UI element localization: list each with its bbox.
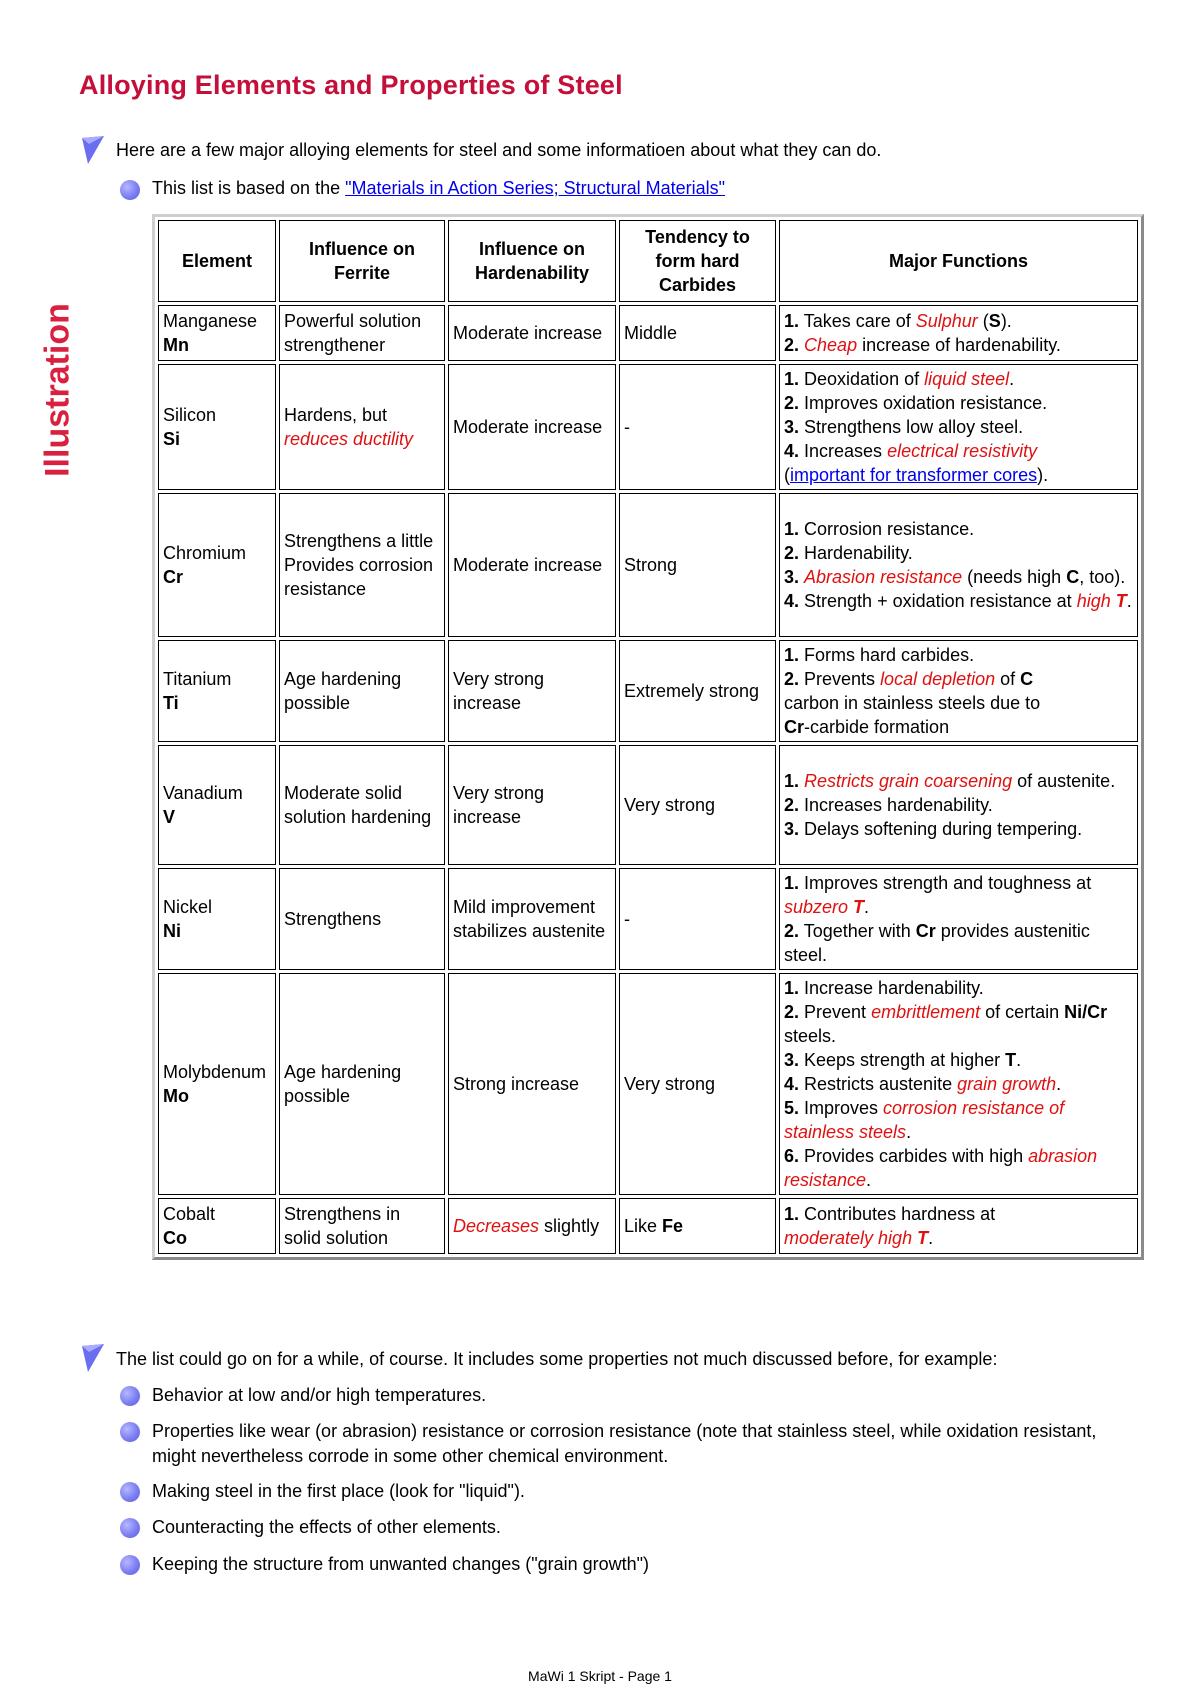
ferrite-cell: Strengthens in solid solution bbox=[279, 1198, 445, 1254]
fn-bold: Ni/Cr bbox=[1064, 1002, 1108, 1022]
fn-text: Prevents bbox=[799, 669, 881, 689]
fn-text: Provides carbides with high bbox=[799, 1146, 1029, 1166]
fn-text: . bbox=[864, 897, 870, 917]
item-number: 6. bbox=[784, 1146, 800, 1166]
fn-emphasis: Cheap bbox=[804, 335, 858, 355]
element-cell bbox=[158, 640, 276, 742]
table-row bbox=[158, 493, 1138, 637]
fn-bold: S bbox=[988, 311, 1001, 331]
functions-cell bbox=[779, 868, 1138, 970]
functions-cell bbox=[779, 745, 1138, 865]
element-symbol: Co bbox=[163, 1228, 187, 1248]
fn-bold: Cr bbox=[784, 717, 805, 737]
list-item: Counteracting the effects of other elements. bbox=[152, 1517, 501, 1537]
ferrite-cell bbox=[279, 364, 445, 490]
fn-emphasis: abrasion resistance bbox=[784, 1146, 1098, 1190]
functions-cell bbox=[779, 493, 1138, 637]
hardenability-cell: Moderate increase bbox=[448, 305, 616, 361]
header-element: Element bbox=[158, 220, 276, 302]
element-cell bbox=[158, 745, 276, 865]
item-number: 4. bbox=[784, 441, 800, 461]
fn-emphasis: T bbox=[1115, 591, 1127, 611]
fn-emphasis: embrittlement bbox=[871, 1002, 981, 1022]
transformer-cores-link[interactable]: important for transformer cores bbox=[790, 465, 1038, 485]
pointer-bullet-icon bbox=[80, 1344, 106, 1374]
element-name: Molybdenum bbox=[163, 1062, 267, 1082]
intro-source-prefix: This list is based on the bbox=[152, 178, 346, 198]
fn-emphasis: electrical resistivity bbox=[887, 441, 1038, 461]
carbides-cell: Strong bbox=[619, 493, 776, 637]
intro-text: Here are a few major alloying elements for steel and some informatioen about what they can do. bbox=[116, 140, 882, 160]
element-symbol: Mn bbox=[163, 335, 189, 355]
fn-text: steels. bbox=[784, 1026, 837, 1046]
fn-bold: Cr bbox=[915, 921, 936, 941]
element-symbol: Ni bbox=[163, 921, 181, 941]
fn-text: . bbox=[928, 1228, 934, 1248]
item-number: 4. bbox=[784, 591, 800, 611]
fn-text: Strength + oxidation resistance at bbox=[799, 591, 1077, 611]
fn-text: of austenite. bbox=[1012, 771, 1116, 791]
fn-text: Restricts austenite bbox=[799, 1074, 958, 1094]
alloying-elements-table bbox=[152, 214, 1144, 1260]
element-name: Titanium bbox=[163, 669, 232, 689]
table-row bbox=[158, 640, 1138, 742]
header-functions: Major Functions bbox=[779, 220, 1138, 302]
page-title: Alloying Elements and Properties of Steel bbox=[79, 70, 623, 100]
fn-text: Improves strength and toughness at bbox=[799, 873, 1092, 893]
element-cell bbox=[158, 1198, 276, 1254]
round-bullet-icon bbox=[120, 1422, 140, 1442]
table-row bbox=[158, 1198, 1138, 1254]
fn-text: Provides corrosion resistance bbox=[284, 555, 434, 599]
fn-text: of certain bbox=[980, 1002, 1065, 1022]
carbides-cell: Very strong bbox=[619, 745, 776, 865]
fn-emphasis: grain growth bbox=[957, 1074, 1057, 1094]
fn-emphasis: Restricts grain coarsening bbox=[804, 771, 1013, 791]
fn-emphasis: liquid steel bbox=[924, 369, 1010, 389]
fn-text: carbon in stainless steels due to bbox=[784, 693, 1041, 713]
fn-text: -carbide formation bbox=[804, 717, 950, 737]
element-cell bbox=[158, 868, 276, 970]
functions-cell bbox=[779, 1198, 1138, 1254]
fn-text: Keeps strength at higher bbox=[799, 1050, 1006, 1070]
fn-emphasis: reduces ductility bbox=[284, 429, 414, 449]
list-item: Behavior at low and/or high temperatures. bbox=[152, 1385, 487, 1405]
table-row bbox=[158, 364, 1138, 490]
outro-text: The list could go on for a while, of course. It includes some properties not much discussed before, for example: bbox=[116, 1349, 998, 1369]
fn-text: Takes care of bbox=[799, 311, 916, 331]
fn-text: provides austenitic steel. bbox=[784, 921, 1090, 965]
hardenability-cell: Very strong increase bbox=[448, 745, 616, 865]
item-number: 2. bbox=[784, 543, 800, 563]
table-row bbox=[158, 305, 1138, 361]
item-number: 1. bbox=[784, 519, 800, 539]
ferrite-cell: Moderate solid solution hardening bbox=[279, 745, 445, 865]
item-number: 1. bbox=[784, 873, 800, 893]
fn-bold: C bbox=[1020, 669, 1034, 689]
round-bullet-icon bbox=[120, 180, 140, 200]
carbides-cell: - bbox=[619, 868, 776, 970]
functions-cell bbox=[779, 640, 1138, 742]
item-number: 1. bbox=[784, 645, 800, 665]
carbides-cell: - bbox=[619, 364, 776, 490]
fn-text: . bbox=[866, 1170, 872, 1190]
fn-text: Increases bbox=[799, 441, 888, 461]
item-number: 2. bbox=[784, 795, 800, 815]
item-number: 2. bbox=[784, 1002, 800, 1022]
fn-text: , too). bbox=[1079, 567, 1126, 587]
fn-bold: T bbox=[1005, 1050, 1017, 1070]
element-name: Vanadium bbox=[163, 783, 243, 803]
item-number: 2. bbox=[784, 921, 800, 941]
table-header-row bbox=[158, 220, 1138, 302]
hardenability-cell: Mild improvement stabilizes austenite bbox=[448, 868, 616, 970]
element-name: Silicon bbox=[163, 405, 217, 425]
item-number: 1. bbox=[784, 311, 800, 331]
fn-bold: C bbox=[1066, 567, 1080, 587]
table-row bbox=[158, 868, 1138, 970]
element-symbol: Ti bbox=[163, 693, 179, 713]
round-bullet-icon bbox=[120, 1555, 140, 1575]
element-cell bbox=[158, 305, 276, 361]
element-cell bbox=[158, 973, 276, 1195]
ferrite-cell bbox=[279, 493, 445, 637]
fn-text: Hardens, but bbox=[284, 405, 388, 425]
element-cell bbox=[158, 364, 276, 490]
element-symbol: Cr bbox=[163, 567, 184, 587]
fn-text: slightly bbox=[539, 1216, 600, 1236]
fn-text: Increases hardenability. bbox=[799, 795, 993, 815]
item-number: 3. bbox=[784, 1050, 800, 1070]
ferrite-cell: Powerful solution strengthener bbox=[279, 305, 445, 361]
fn-text: Hardenability. bbox=[799, 543, 913, 563]
list-item: Making steel in the first place (look for "liquid"). bbox=[152, 1481, 525, 1501]
item-number: 4. bbox=[784, 1074, 800, 1094]
fn-text: ( bbox=[784, 465, 790, 485]
side-label-text: Illustration bbox=[38, 303, 77, 477]
functions-cell bbox=[779, 364, 1138, 490]
fn-text: Strengthens a little bbox=[284, 531, 434, 551]
carbides-cell: Middle bbox=[619, 305, 776, 361]
fn-text: . bbox=[1016, 1050, 1022, 1070]
item-number: 3. bbox=[784, 819, 800, 839]
fn-text: ). bbox=[1037, 465, 1049, 485]
element-symbol: Si bbox=[163, 429, 181, 449]
header-ferrite: Influence on Ferrite bbox=[279, 220, 445, 302]
fn-emphasis: local depletion bbox=[880, 669, 996, 689]
element-name: Manganese bbox=[163, 311, 258, 331]
fn-text: (needs high bbox=[962, 567, 1067, 587]
fn-text: Prevent bbox=[799, 1002, 872, 1022]
item-number: 3. bbox=[784, 567, 800, 587]
element-symbol: Mo bbox=[163, 1086, 189, 1106]
ferrite-cell: Age hardening possible bbox=[279, 640, 445, 742]
item-number: 1. bbox=[784, 978, 800, 998]
functions-cell bbox=[779, 305, 1138, 361]
fn-text: Improves bbox=[799, 1098, 884, 1118]
ferrite-cell: Strengthens bbox=[279, 868, 445, 970]
element-name: Cobalt bbox=[163, 1204, 216, 1224]
fn-emphasis: high bbox=[1076, 591, 1116, 611]
fn-bold: Fe bbox=[662, 1216, 684, 1236]
table-row bbox=[158, 745, 1138, 865]
round-bullet-icon bbox=[120, 1518, 140, 1538]
fn-emphasis: subzero bbox=[784, 897, 854, 917]
fn-text: ( bbox=[977, 311, 989, 331]
pointer-bullet-icon bbox=[80, 136, 106, 166]
item-number: 2. bbox=[784, 335, 800, 355]
fn-emphasis: T bbox=[917, 1228, 929, 1248]
element-name: Chromium bbox=[163, 543, 247, 563]
intro-source bbox=[152, 176, 725, 201]
fn-text: Forms hard carbides. bbox=[799, 645, 975, 665]
functions-cell bbox=[779, 973, 1138, 1195]
fn-text: . bbox=[1009, 369, 1015, 389]
item-number: 3. bbox=[784, 417, 800, 437]
source-link[interactable]: "Materials in Action Series; Structural Materials" bbox=[345, 178, 726, 198]
carbides-cell bbox=[619, 1198, 776, 1254]
fn-text: . bbox=[1056, 1074, 1062, 1094]
fn-text: of bbox=[995, 669, 1021, 689]
hardenability-cell: Moderate increase bbox=[448, 364, 616, 490]
item-number: 1. bbox=[784, 771, 800, 791]
fn-text: Delays softening during tempering. bbox=[799, 819, 1083, 839]
list-item: Properties like wear (or abrasion) resistance or corrosion resistance (note that stainless steel, while oxidation resistant, might nevertheless corrode in some other chemical environment. bbox=[152, 1421, 1097, 1466]
fn-emphasis: Decreases bbox=[453, 1216, 540, 1236]
ferrite-cell: Age hardening possible bbox=[279, 973, 445, 1195]
round-bullet-icon bbox=[120, 1386, 140, 1406]
fn-text: Together with bbox=[799, 921, 916, 941]
fn-emphasis: T bbox=[853, 897, 865, 917]
table-row bbox=[158, 973, 1138, 1195]
hardenability-cell: Strong increase bbox=[448, 973, 616, 1195]
fn-emphasis: Sulphur bbox=[915, 311, 978, 331]
item-number: 5. bbox=[784, 1098, 800, 1118]
element-name: Nickel bbox=[163, 897, 213, 917]
element-cell bbox=[158, 493, 276, 637]
page-footer: MaWi 1 Skript - Page 1 bbox=[528, 1668, 672, 1684]
fn-emphasis: Abrasion resistance bbox=[804, 567, 963, 587]
list-item: Keeping the structure from unwanted changes ("grain growth") bbox=[152, 1554, 650, 1574]
hardenability-cell bbox=[448, 1198, 616, 1254]
fn-text: increase of hardenability. bbox=[857, 335, 1061, 355]
fn-text: Improves oxidation resistance. bbox=[799, 393, 1048, 413]
fn-text: Contributes hardness at bbox=[799, 1204, 996, 1224]
header-hardenability: Influence on Hardenability bbox=[448, 220, 616, 302]
fn-text: Like bbox=[624, 1216, 663, 1236]
fn-text: Corrosion resistance. bbox=[799, 519, 975, 539]
fn-emphasis: corrosion resistance of stainless steels bbox=[784, 1098, 1065, 1142]
fn-text: ). bbox=[1000, 311, 1012, 331]
round-bullet-icon bbox=[120, 1482, 140, 1502]
fn-text: . bbox=[1126, 591, 1132, 611]
header-carbides: Tendency to form hard Carbides bbox=[619, 220, 776, 302]
item-number: 1. bbox=[784, 1204, 800, 1224]
fn-emphasis: moderately high bbox=[784, 1228, 918, 1248]
item-number: 2. bbox=[784, 669, 800, 689]
fn-text: . bbox=[906, 1122, 912, 1142]
side-label bbox=[38, 300, 78, 480]
item-number: 2. bbox=[784, 393, 800, 413]
element-symbol: V bbox=[163, 807, 176, 827]
fn-text: Increase hardenability. bbox=[799, 978, 984, 998]
carbides-cell: Extremely strong bbox=[619, 640, 776, 742]
hardenability-cell: Very strong increase bbox=[448, 640, 616, 742]
fn-text: Strengthens low alloy steel. bbox=[799, 417, 1024, 437]
hardenability-cell: Moderate increase bbox=[448, 493, 616, 637]
fn-text: Deoxidation of bbox=[799, 369, 925, 389]
carbides-cell: Very strong bbox=[619, 973, 776, 1195]
item-number: 1. bbox=[784, 369, 800, 389]
